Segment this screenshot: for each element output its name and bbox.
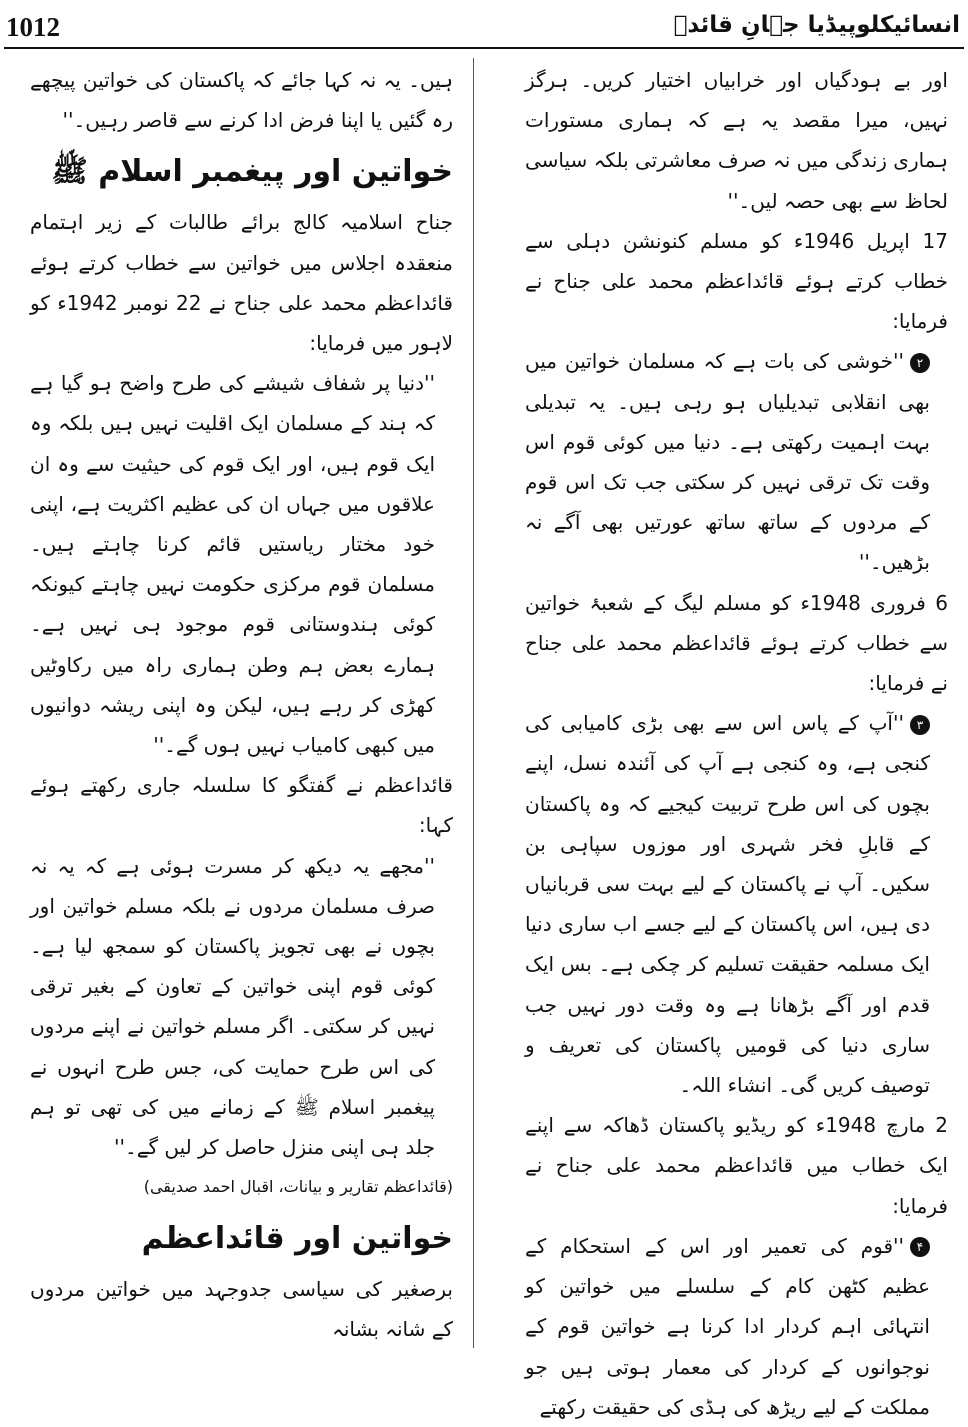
paragraph: 2 مارچ 1948ء کو ریڈیو پاکستان ڈھاکہ سے اپنے ایک خطاب میں قائداعظم محمد علی جناح نے فرمایا: xyxy=(525,1113,948,1218)
paragraph: 6 فروری 1948ء کو مسلم لیگ کے شعبۂ خواتین سے خطاب کرتے ہوئے قائداعظم محمد علی جناح نے فرمایا: xyxy=(525,590,948,696)
bullet-number-badge: ۲ xyxy=(910,353,930,373)
right-column xyxy=(525,60,948,1427)
quote-text: ''آپ کے پاس اس سے بھی بڑی کامیابی کی کنجی ہے، وہ کنجی ہے آپ کی آئندہ نسل، اپنے بچوں کی اس طرح تربیت کیجیے کہ وہ پاکستان کے قابلِ فخر شہری اور موزوں سپاہی بن سکیں۔ آپ نے پاکستان کے لیے بہت سی قربانیاں دی ہیں، اس پاکستان کے لیے جسے اب ساری دنیا ایک مسلمہ حقیقت تسلیم کر چکی ہے۔ بس ایک قدم اور آگے بڑھانا ہے وہ وقت دور نہیں جب ساری دنیا کی قومیں پاکستان کی تعریف و توصیف کریں گی۔ انشاء اللہ۔ xyxy=(525,711,930,1098)
section-heading: خواتین اور قائداعظم xyxy=(141,1221,453,1257)
quote xyxy=(525,703,948,1105)
section-heading: خواتین اور پیغمبر اسلام ﷺ xyxy=(51,154,453,190)
bullet-number-badge: ۴ xyxy=(910,1237,930,1257)
column-divider xyxy=(473,58,474,1348)
quote-text: ''قوم کی تعمیر اور اس کے استحکام کے عظیم کٹھن کام کے سلسلے میں خواتین کو انتہائی اہم کردار ادا کرنا ہے خواتین قوم کے نوجوانوں کے کردار کی معمار ہوتی ہیں جو مملکت کے لیے ریڑھ کی ہڈی کی حقیقت رکھتے xyxy=(525,1233,930,1419)
header-rule xyxy=(4,47,964,49)
paragraph: برصغیر کی سیاسی جدوجہد میں خواتین مردوں کے شانہ بشانہ xyxy=(30,1277,453,1342)
quote xyxy=(525,1226,948,1427)
quote: ''دنیا پر شفاف شیشے کی طرح واضح ہو گیا ہے کہ ہند کے مسلمان ایک اقلیت نہیں ہیں بلکہ وہ ایک قوم ہیں، اور ایک قوم کی حیثیت سے وہ ان علاقوں میں جہاں ان کی عظیم اکثریت ہے، اپنی خود مختار ریاستیں قائم کرنا چاہتے ہیں۔ مسلمان قوم مرکزی حکومت نہیں چاہتے کیونکہ کوئی ہندوستانی قوم موجود ہی نہیں ہے۔ ہمارے بعض ہم وطن ہماری راہ میں رکاوٹیں کھڑی کر رہے ہیں، لیکن وہ اپنی ریشہ دوانیوں میں کبھی کامیاب نہیں ہوں گے۔'' xyxy=(30,371,435,758)
paragraph: ہیں۔ یہ نہ کہا جائے کہ پاکستان کی خواتین پیچھے رہ گئیں یا اپنا فرض ادا کرنے سے قاصر رہیں۔'' xyxy=(30,68,453,133)
running-title: انسائیکلوپیڈیا جہانِ قائدؒ xyxy=(673,12,960,38)
left-column xyxy=(30,60,453,1350)
citation: (قائداعظم تقاریر و بیانات، اقبال احمد صدیقی) xyxy=(143,1177,453,1197)
quote xyxy=(525,341,948,582)
page-header xyxy=(0,0,968,48)
paragraph: قائداعظم نے گفتگو کا سلسلہ جاری رکھتے ہوئے کہا: xyxy=(30,773,453,838)
bullet-number-badge: ۳ xyxy=(910,715,930,735)
paragraph: 17 اپریل 1946ء کو مسلم کنونشن دہلی سے خطاب کرتے ہوئے قائداعظم محمد علی جناح نے فرمایا: xyxy=(525,228,948,334)
quote: ''مجھے یہ دیکھ کر مسرت ہوئی ہے کہ یہ نہ صرف مسلمان مردوں نے بلکہ مسلم خواتین اور بچوں نے بھی تجویز پاکستان کو سمجھ لیا ہے۔ کوئی قوم اپنی خواتین کے تعاون کے بغیر ترقی نہیں کر سکتی۔ اگر مسلم خواتین نے اپنے مردوں کی اس طرح حمایت کی، جس طرح انہوں نے پیغمبر اسلام ﷺ کے زمانے میں کی تھی تو ہم جلد ہی اپنی منزل حاصل کر لیں گے۔'' xyxy=(30,853,435,1160)
paragraph: اور بے ہودگیاں اور خرابیاں اختیار کریں۔ ہرگز نہیں، میرا مقصد یہ ہے کہ ہماری مستورات ہماری زندگی میں نہ صرف معاشرتی بلکہ سیاسی لحاظ سے بھی حصہ لیں۔'' xyxy=(525,68,948,213)
quote-text: ''خوشی کی بات ہے کہ مسلمان خواتین میں بھی انقلابی تبدیلیاں ہو رہی ہیں۔ یہ تبدیلی بہت اہمیت رکھتی ہے۔ دنیا میں کوئی قوم اس وقت تک ترقی نہیں کر سکتی جب تک اس قوم کے مردوں کے ساتھ ساتھ عورتیں بھی آگے نہ بڑھیں۔'' xyxy=(525,349,930,575)
page-number: 1012 xyxy=(6,12,60,42)
paragraph: جناح اسلامیہ کالج برائے طالبات کے زیر اہتمام منعقدہ اجلاس میں خواتین سے خطاب کرتے ہوئے قائداعظم محمد علی جناح نے 22 نومبر 1942ء کو لاہور میں فرمایا: xyxy=(30,210,453,356)
